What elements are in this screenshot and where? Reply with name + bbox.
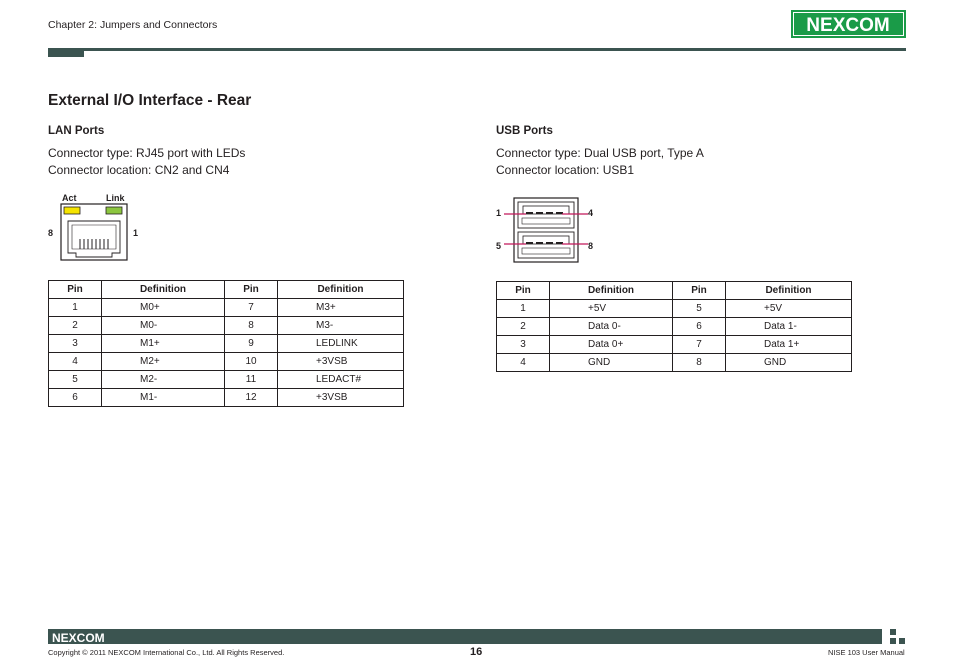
table-row	[497, 336, 852, 354]
dual-usb-connector-diagram	[504, 196, 588, 264]
table-cell: +3VSB	[278, 389, 404, 407]
chapter-heading: Chapter 2: Jumpers and Connectors	[48, 19, 218, 31]
table-cell: 3	[497, 336, 550, 354]
col-header: Pin	[49, 281, 102, 299]
footer-logo-text: NEXCOM	[52, 631, 105, 643]
table-cell: M2-	[102, 371, 225, 389]
table-cell: M3-	[278, 317, 404, 335]
col-header: Definition	[102, 281, 225, 299]
table-cell: 7	[673, 336, 726, 354]
usb-pin8-label: 8	[588, 241, 594, 251]
table-row	[497, 318, 852, 336]
table-cell: 5	[49, 371, 102, 389]
lan-pin1-label: 1	[133, 228, 139, 238]
copyright-text: Copyright © 2011 NEXCOM International Co., Ltd. All Rights Reserved.	[48, 648, 285, 657]
lan-pin-table	[48, 280, 404, 407]
table-cell: M3+	[278, 299, 404, 317]
col-header: Pin	[225, 281, 278, 299]
usb-connector-type: Connector type: Dual USB port, Type A	[496, 146, 704, 160]
table-cell: 4	[497, 354, 550, 372]
table-cell: LEDLINK	[278, 335, 404, 353]
table-cell: M1+	[102, 335, 225, 353]
table-cell: M0+	[102, 299, 225, 317]
table-cell: 7	[225, 299, 278, 317]
link-led	[106, 207, 122, 214]
table-cell: Data 0-	[550, 318, 673, 336]
table-cell: 1	[497, 300, 550, 318]
usb-pin-table	[496, 281, 852, 372]
lan-pin8-label: 8	[48, 228, 54, 238]
lan-act-label: Act	[62, 193, 77, 203]
table-cell: 5	[673, 300, 726, 318]
table-cell: Data 1+	[726, 336, 852, 354]
table-cell: 12	[225, 389, 278, 407]
footer-bar	[48, 629, 882, 644]
rj45-connector-diagram	[60, 203, 128, 261]
table-cell: +3VSB	[278, 353, 404, 371]
footer-square-decoration	[890, 638, 896, 644]
table-row	[497, 354, 852, 372]
usb-pin4-label: 4	[588, 208, 594, 218]
table-row	[49, 371, 404, 389]
table-cell: M1-	[102, 389, 225, 407]
table-cell: 4	[49, 353, 102, 371]
col-header: Pin	[673, 282, 726, 300]
footer-square-decoration	[890, 629, 896, 635]
table-cell: 8	[673, 354, 726, 372]
section-title: External I/O Interface - Rear	[48, 92, 252, 109]
table-header-row	[497, 282, 852, 300]
table-cell: 6	[673, 318, 726, 336]
table-cell: GND	[550, 354, 673, 372]
table-row	[49, 317, 404, 335]
table-cell: LEDACT#	[278, 371, 404, 389]
table-cell: Data 1-	[726, 318, 852, 336]
footer-square-decoration	[899, 638, 905, 644]
logo-text: NEXCOM	[806, 15, 890, 36]
table-cell: 2	[497, 318, 550, 336]
table-cell: Data 0+	[550, 336, 673, 354]
page-number: 16	[470, 646, 483, 658]
lan-link-label: Link	[106, 193, 125, 203]
header-rule	[84, 48, 906, 51]
table-row	[497, 300, 852, 318]
table-cell: 9	[225, 335, 278, 353]
table-cell: +5V	[550, 300, 673, 318]
col-header: Pin	[497, 282, 550, 300]
lan-connector-location: Connector location: CN2 and CN4	[48, 163, 230, 177]
usb-pin5-label: 5	[496, 241, 502, 251]
table-cell: 6	[49, 389, 102, 407]
header-bar-block	[48, 48, 84, 57]
table-cell: 3	[49, 335, 102, 353]
table-cell: +5V	[726, 300, 852, 318]
col-header: Definition	[550, 282, 673, 300]
col-header: Definition	[726, 282, 852, 300]
table-row	[49, 299, 404, 317]
table-cell: 11	[225, 371, 278, 389]
table-cell: 2	[49, 317, 102, 335]
table-cell: 10	[225, 353, 278, 371]
table-cell: 8	[225, 317, 278, 335]
usb-pin1-label: 1	[496, 208, 502, 218]
table-header-row	[49, 281, 404, 299]
usb-connector-location: Connector location: USB1	[496, 163, 635, 177]
table-cell: M0-	[102, 317, 225, 335]
usb-title: USB Ports	[496, 125, 553, 137]
lan-title: LAN Ports	[48, 125, 105, 137]
footer-nexcom-logo	[52, 631, 110, 643]
table-row	[49, 335, 404, 353]
table-row	[49, 353, 404, 371]
table-cell: M2+	[102, 353, 225, 371]
table-row	[49, 389, 404, 407]
lan-connector-type: Connector type: RJ45 port with LEDs	[48, 146, 246, 160]
act-led	[64, 207, 80, 214]
table-cell: 1	[49, 299, 102, 317]
col-header: Definition	[278, 281, 404, 299]
nexcom-logo	[791, 10, 906, 38]
table-cell: GND	[726, 354, 852, 372]
manual-name: NISE 103 User Manual	[828, 648, 905, 657]
